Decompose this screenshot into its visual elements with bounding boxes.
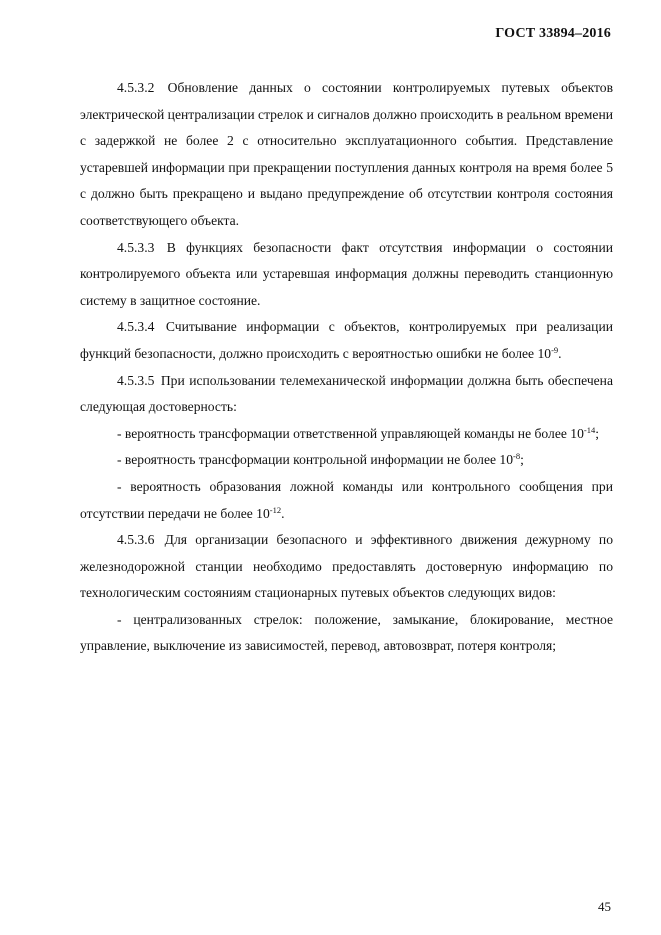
paragraph-text: Считывание информации с объектов, контролируемых при реализации функций безопасности, должно происходить с вероятностью ошибки не более 10: [80, 319, 613, 361]
list-item-text: - вероятность образования ложной команды или контрольного сообщения при отсутствии передачи не более 10: [80, 478, 613, 521]
clause-number: 4.5.3.3: [117, 239, 155, 255]
list-item-command-transform: [80, 421, 613, 448]
list-item-text: - вероятность трансформации контрольной информации не более 10: [117, 452, 514, 468]
list-item-centralized-switches: [80, 607, 613, 660]
document-id-header: ГОСТ 33894–2016: [495, 26, 611, 41]
list-item-text: - централизованных стрелок: положение, замыкание, блокирование, местное управление, выключение из зависимостей, перевод, автовозврат, потеря контроля;: [80, 611, 613, 654]
paragraph-4-5-3-3: [80, 235, 613, 315]
exponent: -9: [551, 344, 559, 355]
clause-number: 4.5.3.5: [117, 372, 155, 388]
list-item-tail: ;: [595, 425, 600, 441]
clause-number: 4.5.3.2: [117, 80, 155, 95]
paragraph-text: Для организации безопасного и эффективного движения дежурному по железнодорожной станции необходимо предоставлять достоверную информацию по технологическим состояниям стационарных путевых объектов следующих видов:: [80, 532, 613, 601]
paragraph-text: В функциях безопасности факт отсутствия информации о состоянии контролируемого объекта или устаревшая информация должны переводить станционную систему в защитное состояние.: [80, 239, 613, 308]
clause-number: 4.5.3.4: [117, 319, 155, 335]
paragraph-text: При использовании телемеханической информации должна быть обеспечена следующая достоверность:: [80, 372, 613, 415]
paragraph-4-5-3-2: [80, 75, 613, 235]
list-item-text: - вероятность трансформации ответственной управляющей команды не более 10: [117, 425, 584, 441]
paragraph-4-5-3-5: [80, 368, 613, 421]
exponent: -8: [513, 451, 521, 462]
document-body: [80, 75, 613, 660]
paragraph-tail: .: [558, 345, 562, 361]
clause-number: 4.5.3.6: [117, 532, 155, 548]
list-item-control-info-transform: [80, 447, 613, 474]
paragraph-text: Обновление данных о состоянии контролируемых путевых объектов электрической централизации стрелок и сигналов должно происходить в реальном времени с задержкой не более 2 с относительно эксплуатационного события. Представление устаревшей информации при прекращении поступления данных контроля на время более 5 с должно быть прекращено и выдано предупреждение об отсутствии контроля состояния соответствующего объекта.: [80, 80, 613, 228]
list-item-false-command: [80, 474, 613, 527]
list-item-tail: .: [281, 505, 285, 521]
page-number: 45: [598, 899, 611, 914]
paragraph-4-5-3-4: [80, 314, 613, 367]
exponent: -14: [583, 424, 596, 435]
paragraph-4-5-3-6: [80, 527, 613, 607]
list-item-tail: ;: [520, 452, 524, 468]
exponent: -12: [269, 504, 282, 515]
